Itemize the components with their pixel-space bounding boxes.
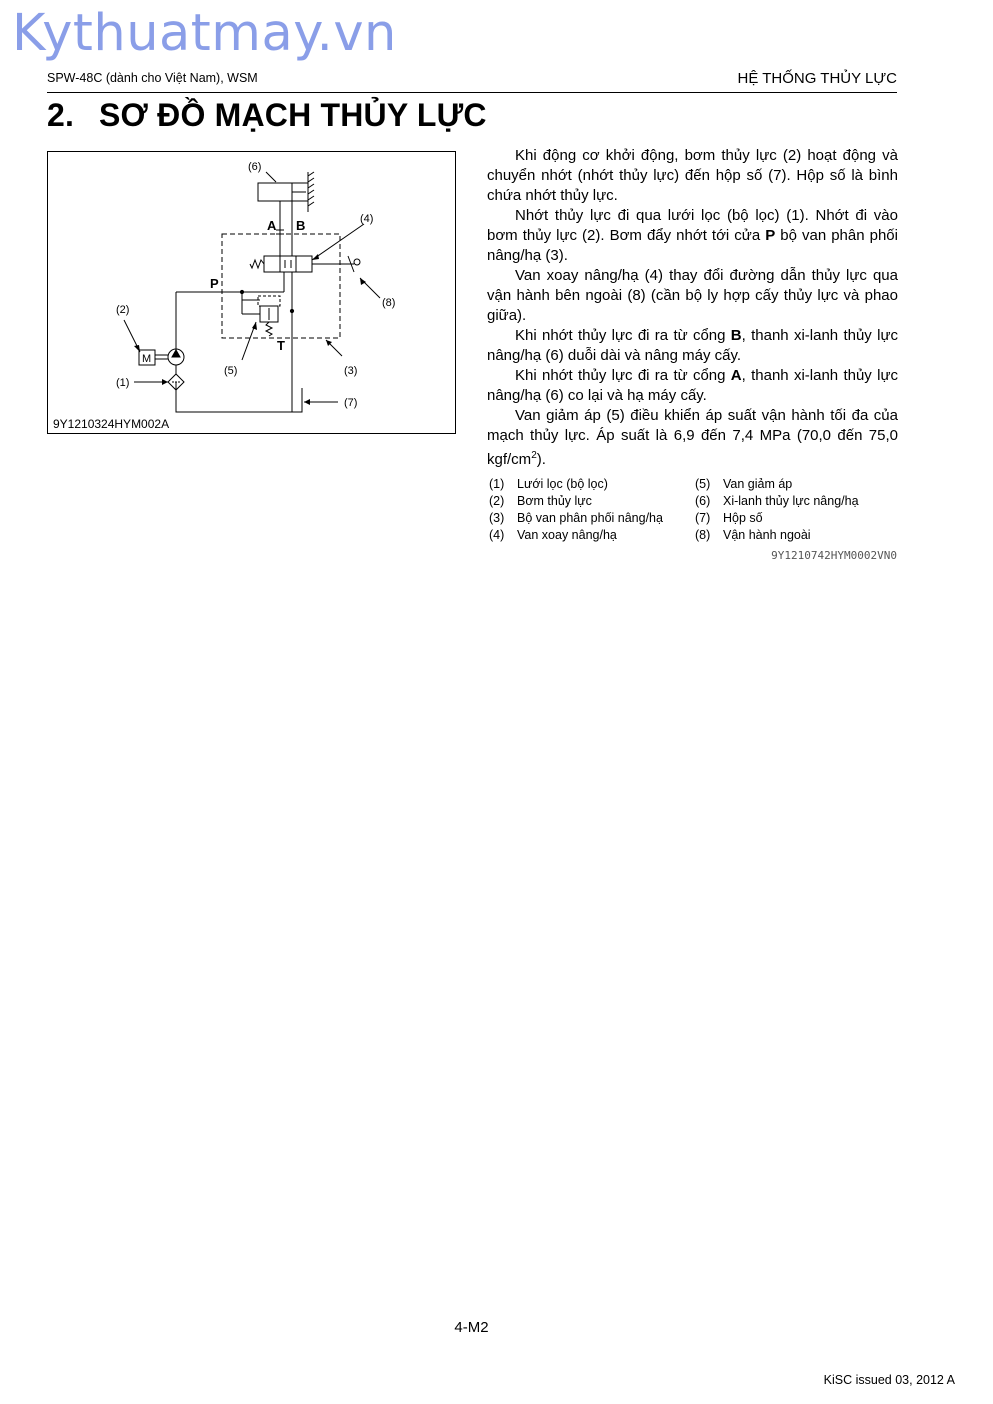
legend-item: (4) Van xoay nâng/hạ (489, 528, 617, 542)
section-number: 2. (47, 97, 75, 133)
valve-body-boundary (222, 234, 340, 338)
header-section-name: HỆ THỐNG THỦY LỰC (737, 70, 897, 87)
relief-spring (266, 322, 272, 336)
document-code: 9Y1210742HYM0002VN0 (771, 549, 897, 562)
arrow-head-7 (304, 399, 310, 405)
label-5: (5) (224, 365, 238, 377)
label-8: (8) (382, 297, 396, 309)
label-b: B (296, 218, 306, 233)
label-m: M (142, 353, 152, 365)
legend-item: (7) Hộp số (695, 511, 763, 525)
wall-hatching (308, 172, 314, 206)
relief-valve-dashed (258, 296, 280, 306)
arrow-head-2 (134, 345, 140, 352)
arrow-head-5 (252, 322, 257, 330)
hydraulic-circuit-diagram (48, 152, 455, 433)
legend-item: (6) Xi-lanh thủy lực nâng/hạ (695, 494, 859, 508)
rotary-valve-right (296, 256, 312, 272)
transmission-tank (176, 382, 302, 412)
label-4: (4) (360, 213, 374, 225)
label-3: (3) (344, 365, 358, 377)
legend-item: (1) Lưới lọc (bộ lọc) (489, 477, 608, 491)
label-7: (7) (344, 397, 358, 409)
arrow-head-1 (162, 379, 168, 385)
legend-item: (8) Vận hành ngoài (695, 528, 811, 542)
junction-dot (290, 309, 293, 312)
paragraph-6: Van giảm áp (5) điều khiển áp suất vận hành tối đa của mạch thủy lực. Áp suất là 6,9 đến 7,4 MPa (70,0 đến 75,0 kgf/$cm^2$). (487, 407, 898, 468)
issue-note: KiSC issued 03, 2012 A (823, 1373, 955, 1387)
arrow-head-8 (360, 278, 366, 285)
rotary-valve-mid (280, 256, 296, 272)
body-text (487, 146, 898, 470)
rotary-valve-left (264, 256, 280, 272)
watermark-logo: Kythuatmay.vn (12, 4, 397, 63)
label-a: A (267, 218, 277, 233)
paragraph-4: Khi nhớt thủy lực đi ra từ cổng B, thanh xi-lanh thủy lực nâng/hạ (6) duỗi dài và nâng máy cấy. (487, 327, 898, 364)
arrow-head-4 (312, 254, 319, 260)
legend-item: (2) Bơm thủy lực (489, 494, 592, 508)
paragraph-5: Khi nhớt thủy lực đi ra từ cổng A, thanh xi-lanh thủy lực nâng/hạ (6) co lại và hạ máy cấy. (487, 367, 898, 404)
paragraph-2: Nhớt thủy lực đi qua lưới lọc (bộ lọc) (1). Nhớt đi vào bơm thủy lực (2). Bơm đẩy nhớt tới cửa P bộ van phân phối nâng/hạ (3). (487, 207, 898, 264)
external-lever-knob (354, 259, 360, 265)
figure-code: 9Y1210324HYM002A (53, 417, 170, 431)
paragraph-1: Khi động cơ khởi động, bơm thủy lực (2) hoạt động và chuyển nhớt (nhớt thủy lực) đến hộp số (7). Hộp số là bình chứa nhớt thủy lực. (487, 147, 898, 204)
label-1: (1) (116, 377, 130, 389)
hydraulic-circuit-figure (47, 151, 456, 434)
label-p: P (210, 276, 219, 291)
legend-item: (5) Van giảm áp (695, 477, 793, 491)
header-manual-name: SPW-48C (dành cho Việt Nam), WSM (47, 71, 258, 85)
legend-item: (3) Bộ van phân phối nâng/hạ (489, 511, 663, 525)
page-title (47, 97, 487, 134)
page-number: 4-M2 (454, 1319, 489, 1336)
label-6: (6) (248, 161, 262, 173)
label-2: (2) (116, 304, 130, 316)
paragraph-3: Van xoay nâng/hạ (4) thay đổi đường dẫn thủy lực qua vận hành bên ngoài (8) (cần bộ ly hợp cấy thủy lực và phao giữa). (487, 267, 898, 324)
label-t: T (277, 338, 285, 353)
header-divider (47, 92, 897, 93)
valve-spring-left (250, 260, 264, 268)
section-title: SƠ ĐỒ MẠCH THỦY LỰC (99, 97, 487, 133)
